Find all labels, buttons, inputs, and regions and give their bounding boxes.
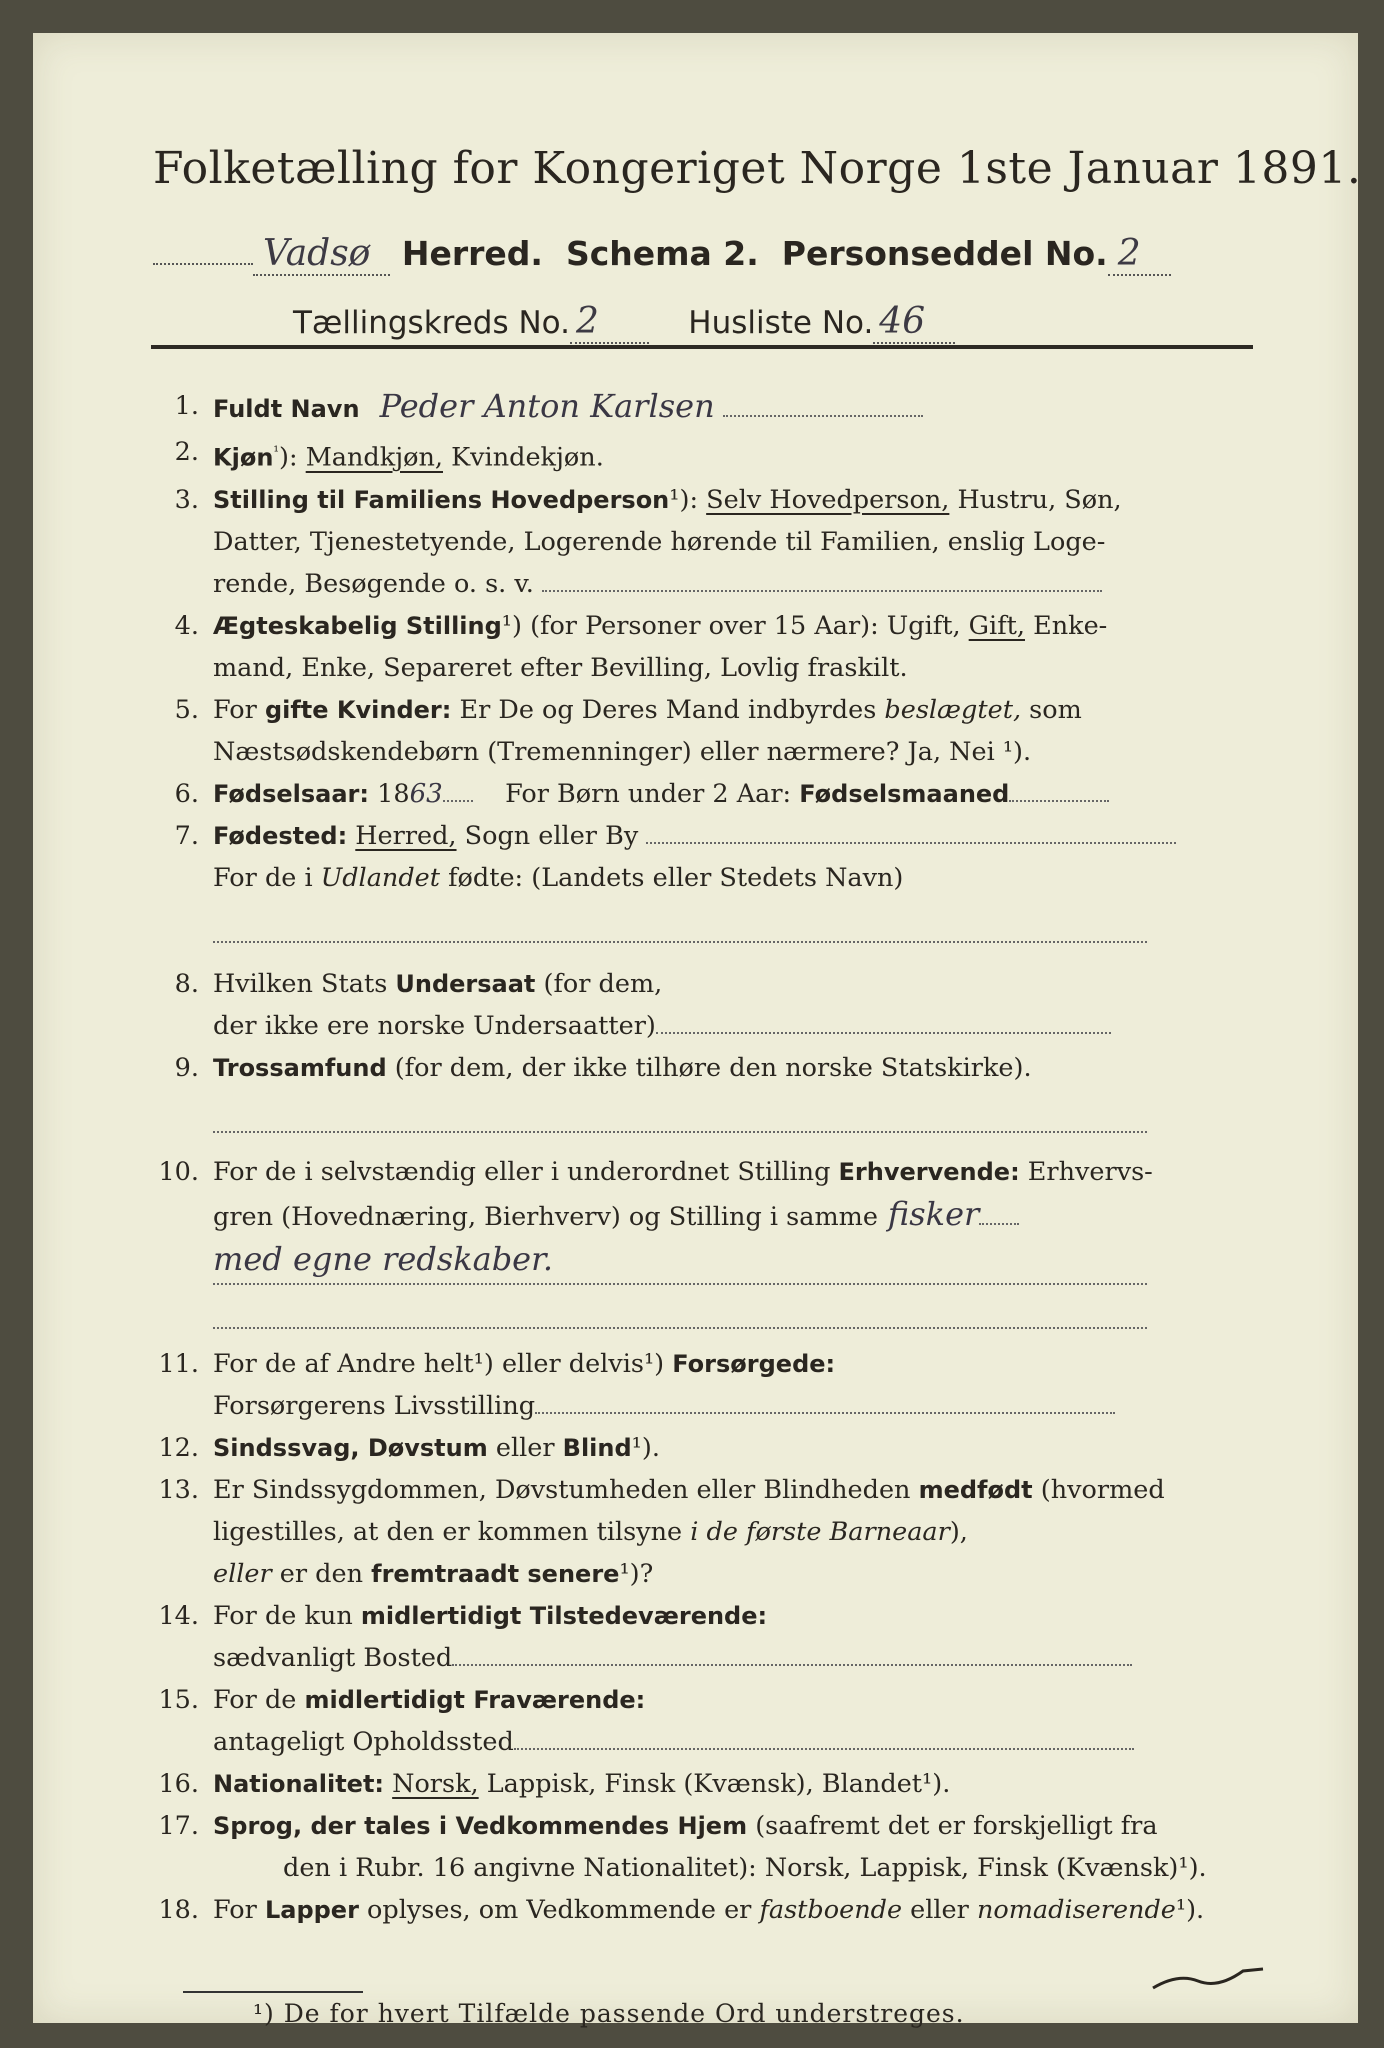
item-12: 12. Sindssvag, Døvstum eller Blind¹). xyxy=(158,1432,660,1463)
occupation-value-1: fisker xyxy=(887,1194,980,1233)
full-name-value: Peder Anton Karlsen xyxy=(379,387,715,425)
herred-value: Vadsø xyxy=(253,233,390,276)
census-form-page xyxy=(33,33,1362,2028)
header-line-2 xyxy=(293,301,1193,344)
header-line-1 xyxy=(153,233,1253,276)
schema-label: Schema 2. xyxy=(565,234,759,273)
item-13: 13. Er Sindssygdommen, Døvstumheden eller Blindheden medfødt (hvormed ligestilles, at den er kommen tilsyne i de første Barneaar), eller er den fremtraadt senere¹)? xyxy=(158,1474,1165,1589)
kreds-value: 2 xyxy=(570,301,649,344)
marital-selected: Gift, xyxy=(968,610,1025,641)
nationality-selected: Norsk, xyxy=(392,1768,479,1799)
occupation-value-2: med egne redskaber. xyxy=(213,1239,554,1278)
sex-selected: Mandkjøn, xyxy=(305,442,443,473)
item-18: 18. For Lapper oplyses, om Vedkommende er fastboende eller nomadiserende¹). xyxy=(158,1894,1205,1925)
form-title: Folketælling for Kongeriget Norge 1ste Januar 1891. xyxy=(153,143,1362,194)
kreds-label: Tællingskreds No. xyxy=(293,305,570,341)
item-3: 3. Stilling til Familiens Hovedperson¹): Selv Hovedperson, Hustru, Søn, Datter, Tjenestetyende, Logerende hørende til Familien, enslig Loge- rende, Besøgende o. s. v. xyxy=(174,484,1122,599)
item-4: 4. Ægteskabelig Stilling¹) (for Personer over 15 Aar): Ugift, Gift, Enke- mand, Enke, Separeret efter Bevilling, Lovlig fraskilt. xyxy=(174,610,1108,683)
husliste-label: Husliste No. xyxy=(688,305,874,341)
item-11: 11. For de af Andre helt¹) eller delvis¹) Forsørgede: Forsørgerens Livsstilling xyxy=(153,1343,1258,1427)
personseddel-label: Personseddel No. xyxy=(781,234,1108,273)
item-8: 8. Hvilken Stats Undersaat (for dem, der ikke ere norske Undersaatter) xyxy=(153,963,1258,1047)
full-name-label: Fuldt Navn xyxy=(213,395,360,423)
herred-label: Herred. xyxy=(401,234,543,273)
item-2: 2. Kjøn$^{^1}$): Mandkjøn, Kvindekjøn. xyxy=(174,437,604,473)
item-7: 7. Fødested: Herred, Sogn eller By For de i Udlandet fødte: (Landets eller Stedets Navn) xyxy=(153,815,1258,943)
item-15: 15. For de midlertidigt Fraværende: antageligt Opholdssted xyxy=(153,1679,1258,1763)
personseddel-value: 2 xyxy=(1108,233,1171,276)
birth-year-value: 63 xyxy=(409,778,443,809)
item-16: 16. Nationalitet: Norsk, Lappisk, Finsk (Kvænsk), Blandet¹). xyxy=(158,1768,951,1799)
birthplace-selected: Herred, xyxy=(355,820,457,851)
signature-mark-icon xyxy=(1148,1963,1268,1993)
item-17: 17. Sprog, der tales i Vedkommendes Hjem (saafremt det er forskjelligt fra den i Rubr. 16 angivne Nationalitet): Norsk, Lappisk, Finsk (Kvænsk)¹). xyxy=(158,1810,1207,1883)
item-10: 10. For de i selvstændig eller i underordnet Stilling Erhvervende: Erhvervs- gren (Hovednæring, Bierhverv) og Stilling i samme fisker med egne redskaber. xyxy=(153,1151,1258,1329)
item-14: 14. For de kun midlertidigt Tilstedeværende: sædvanligt Bosted xyxy=(153,1595,1258,1679)
header-rule xyxy=(151,345,1253,349)
form-items xyxy=(153,385,1258,1931)
item-5: 5. For gifte Kvinder: Er De og Deres Mand indbyrdes beslægtet, som Næstsødskendebørn (Tremenninger) eller nærmere? Ja, Nei ¹). xyxy=(174,694,1082,767)
husliste-value: 46 xyxy=(873,301,955,344)
item-1: 1. Fuldt Navn Peder Anton Karlsen xyxy=(153,385,1258,431)
item-6: 6. Fødselsaar: 1863 For Børn under 2 Aar: Fødselsmaaned xyxy=(153,773,1258,815)
footnote: ¹) De for hvert Tilfælde passende Ord understreges. xyxy=(253,1999,965,2028)
sex-label: Kjøn xyxy=(213,443,274,472)
item-9: 9. Trossamfund (for dem, der ikke tilhøre den norske Statskirke). xyxy=(153,1047,1258,1133)
position-selected: Selv Hovedperson, xyxy=(706,484,950,515)
footnote-separator xyxy=(183,1991,363,1993)
